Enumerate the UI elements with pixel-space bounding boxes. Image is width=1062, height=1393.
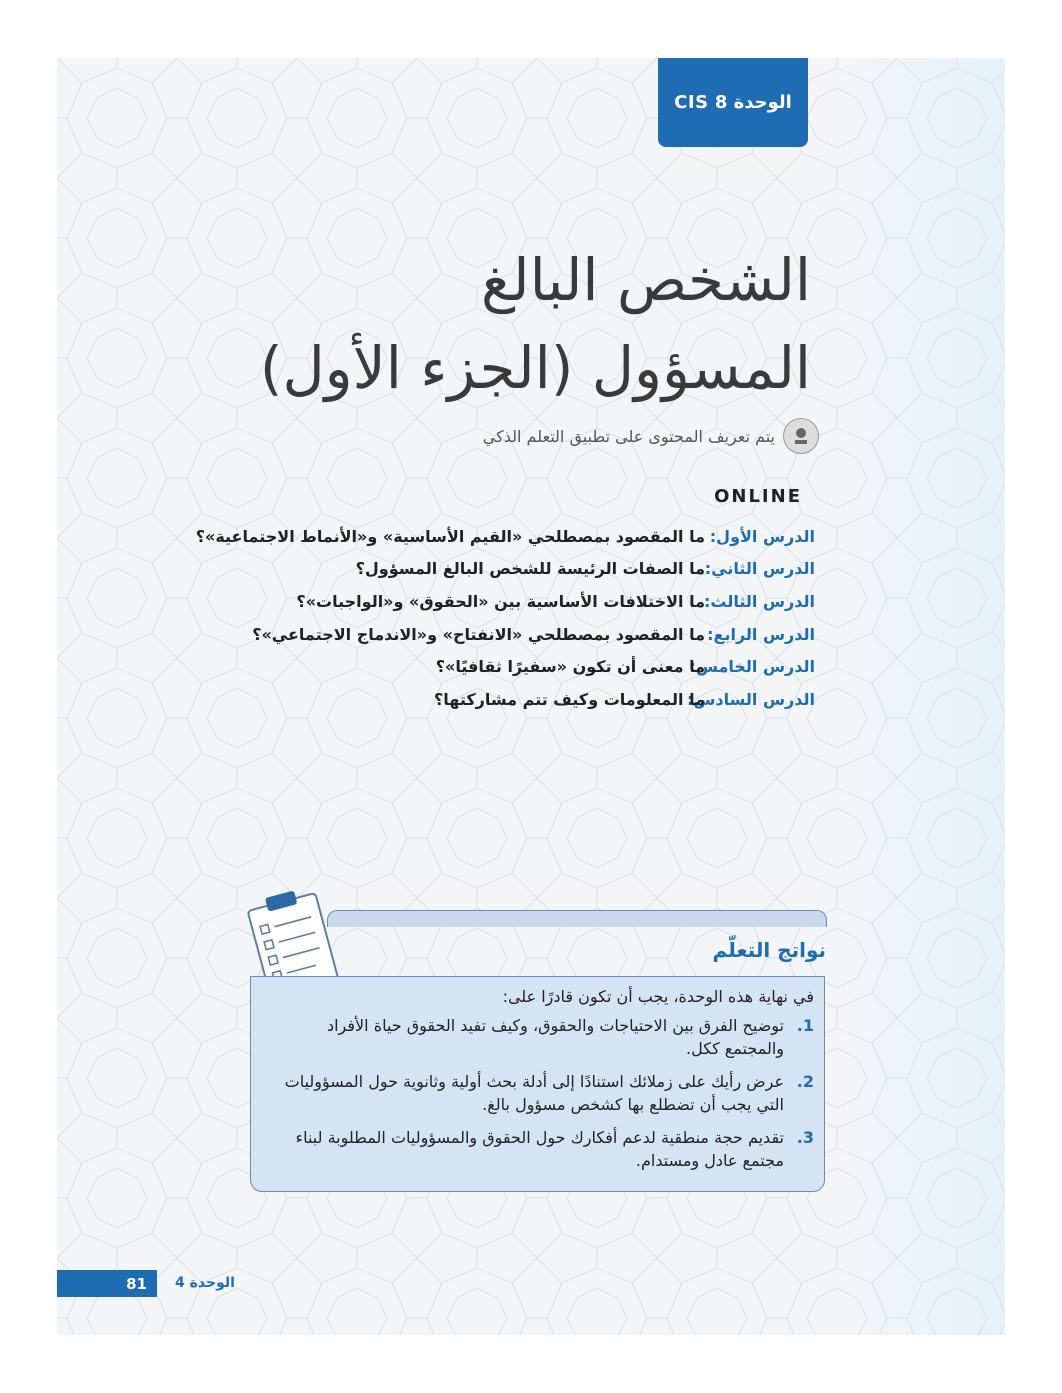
outcome-text: عرض رأيك على زملائك استنادًا إلى أدلة بحث أولية وثانوية حول المسؤوليات التي يجب أن تضطلع بها كشخص مسؤول بالغ.	[284, 1072, 784, 1114]
lesson-question: ما المقصود بمصطلحي «الانفتاح» و«الاندماج الاجتماعي»؟	[252, 624, 705, 644]
lesson-question: ما المعلومات وكيف تتم مشاركتها؟	[433, 689, 705, 709]
lesson-row[interactable]	[115, 650, 815, 683]
lesson-question: ما الصفات الرئيسة للشخص البالغ المسؤول؟	[355, 559, 705, 579]
lesson-label: الدرس الأول:	[709, 526, 815, 546]
lesson-question: ما معنى أن تكون «سفيرًا ثقافيًا»؟	[435, 657, 705, 677]
outcome-text: تقديم حجة منطقية لدعم أفكارك حول الحقوق والمسؤوليات المطلوبة لبناء مجتمع عادل ومستدام.	[295, 1128, 784, 1170]
online-label: ONLINE	[714, 486, 802, 507]
lesson-label: الدرس الخامس:	[689, 657, 815, 677]
lesson-row[interactable]	[115, 683, 815, 716]
outcomes-title: نواتج التعلّم	[712, 938, 826, 962]
smart-learning-logo-icon	[783, 418, 819, 454]
title-line-1: الشخص البالغ	[481, 246, 811, 314]
lesson-row[interactable]	[115, 553, 815, 586]
lesson-row[interactable]	[115, 520, 815, 553]
smart-learning-note	[483, 418, 819, 454]
page-title	[111, 236, 811, 412]
outcome-number: 3.	[796, 1128, 814, 1147]
lesson-question: ما الاختلافات الأساسية بين «الحقوق» و«الواجبات»؟	[296, 591, 705, 611]
unit-tab: الوحدة 8 CIS	[658, 58, 808, 147]
lesson-label: الدرس الثالث:	[704, 591, 815, 611]
lesson-label: الدرس الثاني:	[704, 559, 815, 579]
page-number: 81	[126, 1274, 147, 1293]
outcome-text: توضيح الفرق بين الاحتياجات والحقوق، وكيف تفيد الحقوق حياة الأفراد والمجتمع ككل.	[326, 1016, 784, 1058]
footer-unit-label: الوحدة 4	[175, 1275, 235, 1291]
outcomes-intro: في نهاية هذه الوحدة، يجب أن تكون قادرًا على:	[502, 987, 814, 1006]
lesson-label: الدرس السادس:	[686, 689, 815, 709]
outcome-number: 2.	[796, 1072, 814, 1091]
outcomes-header-bar	[327, 910, 827, 927]
outcome-item	[271, 1014, 814, 1060]
page	[57, 58, 1005, 1335]
learning-outcomes-box	[250, 976, 825, 1192]
lesson-row[interactable]	[115, 618, 815, 651]
lesson-label: الدرس الرابع:	[707, 624, 815, 644]
outcome-item	[271, 1070, 814, 1116]
outcome-item	[271, 1126, 814, 1172]
page-number-bar	[57, 1270, 157, 1297]
lesson-row[interactable]	[115, 585, 815, 618]
outcome-number: 1.	[796, 1016, 814, 1035]
lessons-list	[115, 520, 815, 716]
title-line-2: المسؤول (الجزء الأول)	[259, 334, 811, 402]
smart-learning-text: يتم تعريف المحتوى على تطبيق التعلم الذكي	[482, 426, 775, 446]
lesson-question: ما المقصود بمصطلحي «القيم الأساسية» و«الأنماط الاجتماعية»؟	[195, 526, 705, 546]
